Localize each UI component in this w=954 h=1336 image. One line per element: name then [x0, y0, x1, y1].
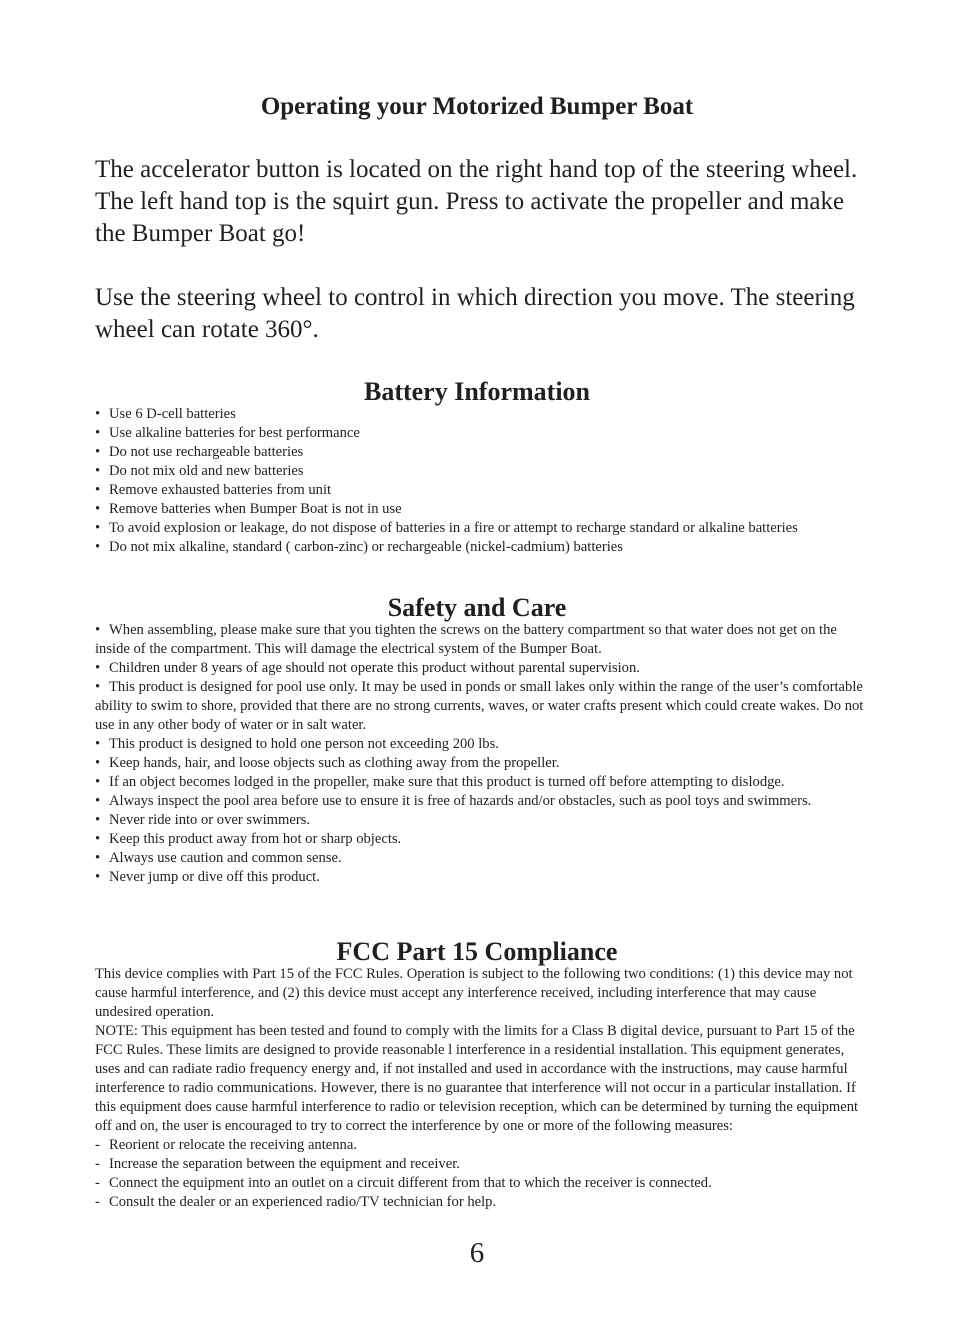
- dash-icon: -: [95, 1175, 100, 1191]
- safety-section-title: Safety and Care: [387, 593, 567, 622]
- bullet-icon: •: [95, 812, 101, 828]
- battery-section-title: Battery Information: [363, 377, 590, 406]
- list-item: - Consult the dealer or an experienced radio/TV technician for help.: [95, 1194, 497, 1210]
- list-item: • Do not mix alkaline, standard ( carbon-zinc) or rechargeable (nickel-cadmium) batteries: [95, 539, 623, 555]
- battery-list: [95, 405, 865, 557]
- list-item: • Remove exhausted batteries from unit: [95, 482, 332, 498]
- fcc-block: [95, 965, 865, 1212]
- list-item: • Do not use rechargeable batteries: [95, 444, 304, 460]
- bullet-icon: •: [95, 793, 101, 809]
- list-item: • Keep this product away from hot or sharp objects.: [95, 831, 402, 847]
- list-item: • Never ride into or over swimmers.: [95, 812, 311, 828]
- bullet-icon: •: [95, 444, 101, 460]
- list-item: • Children under 8 years of age should not operate this product without parental supervision.: [95, 660, 640, 676]
- dash-icon: -: [95, 1194, 100, 1210]
- bullet-icon: •: [95, 679, 101, 695]
- dash-icon: -: [95, 1137, 100, 1153]
- dash-icon: -: [95, 1156, 100, 1172]
- list-item: • Do not mix old and new batteries: [95, 463, 304, 479]
- list-item: • Always use caution and common sense.: [95, 850, 342, 866]
- safety-list: [95, 621, 865, 887]
- list-item: • If an object becomes lodged in the propeller, make sure that this product is turned off before attempting to dislodge.: [95, 774, 785, 790]
- bullet-icon: •: [95, 406, 101, 422]
- bullet-icon: •: [95, 520, 101, 536]
- bullet-icon: •: [95, 774, 101, 790]
- page-title: Operating your Motorized Bumper Boat: [260, 93, 694, 120]
- bullet-icon: •: [95, 622, 101, 638]
- list-item: • This product is designed to hold one person not exceeding 200 lbs.: [95, 736, 499, 752]
- list-item: • Use alkaline batteries for best performance: [95, 425, 360, 441]
- list-item: - Reorient or relocate the receiving antenna.: [95, 1137, 357, 1153]
- fcc-paragraph-conditions: This device complies with Part 15 of the FCC Rules. Operation is subject to the following two conditions: (1) this device may not cause harmful interference, and (2) this device must accept any interference received, including interference that may cause undesired operation.: [95, 966, 853, 1020]
- bullet-icon: •: [95, 869, 101, 885]
- bullet-icon: •: [95, 539, 101, 555]
- list-item: • This product is designed for pool use only. It may be used in ponds or small lakes only within the range of the user’s comfortable ability to swim to shore, provided that there are no strong currents, waves, or water crafts present which could create wakes. Do not use in any other body of water or in salt water.: [95, 679, 864, 733]
- intro-paragraph-steering: Use the steering wheel to control in which direction you move. The steering wheel can rotate 360°.: [95, 284, 855, 343]
- bullet-icon: •: [95, 736, 101, 752]
- page-number: 6: [469, 1237, 485, 1269]
- list-item: • To avoid explosion or leakage, do not dispose of batteries in a fire or attempt to recharge standard or alkaline batteries: [95, 520, 798, 536]
- bullet-icon: •: [95, 831, 101, 847]
- list-item: - Connect the equipment into an outlet on a circuit different from that to which the receiver is connected.: [95, 1175, 712, 1191]
- list-item: - Increase the separation between the equipment and receiver.: [95, 1156, 460, 1172]
- list-item: • Use 6 D-cell batteries: [95, 406, 236, 422]
- bullet-icon: •: [95, 482, 101, 498]
- intro-paragraph-accelerator: The accelerator button is located on the right hand top of the steering wheel. The left hand top is the squirt gun. Press to activate the propeller and make the Bumper Boat go!: [95, 156, 858, 247]
- bullet-icon: •: [95, 425, 101, 441]
- list-item: • Always inspect the pool area before use to ensure it is free of hazards and/or obstacles, such as pool toys and swimmers.: [95, 793, 812, 809]
- list-item: • Keep hands, hair, and loose objects such as clothing away from the propeller.: [95, 755, 560, 771]
- bullet-icon: •: [95, 463, 101, 479]
- fcc-section-title: FCC Part 15 Compliance: [336, 937, 618, 966]
- bullet-icon: •: [95, 501, 101, 517]
- list-item: • Remove batteries when Bumper Boat is not in use: [95, 501, 402, 517]
- bullet-icon: •: [95, 850, 101, 866]
- list-item: • When assembling, please make sure that you tighten the screws on the battery compartment so that water does not get on the inside of the compartment. This will damage the electrical system of the Bumper Boat.: [95, 622, 837, 657]
- fcc-paragraph-note: NOTE: This equipment has been tested and found to comply with the limits for a Class B digital device, pursuant to Part 15 of the FCC Rules. These limits are designed to provide reasonable l interference in a residential installation. This equipment generates, uses and can radiate radio frequency energy and, if not installed and used in accordance with the instructions, may cause harmful interference to radio communications. However, there is no guarantee that interference will not occur in a particular installation. If this equipment does cause harmful interference to radio or television reception, which can be determined by turning the equipment off and on, the user is encouraged to try to correct the interference by one or more of the following measures:: [95, 1023, 859, 1134]
- bullet-icon: •: [95, 660, 101, 676]
- list-item: • Never jump or dive off this product.: [95, 869, 320, 885]
- bullet-icon: •: [95, 755, 101, 771]
